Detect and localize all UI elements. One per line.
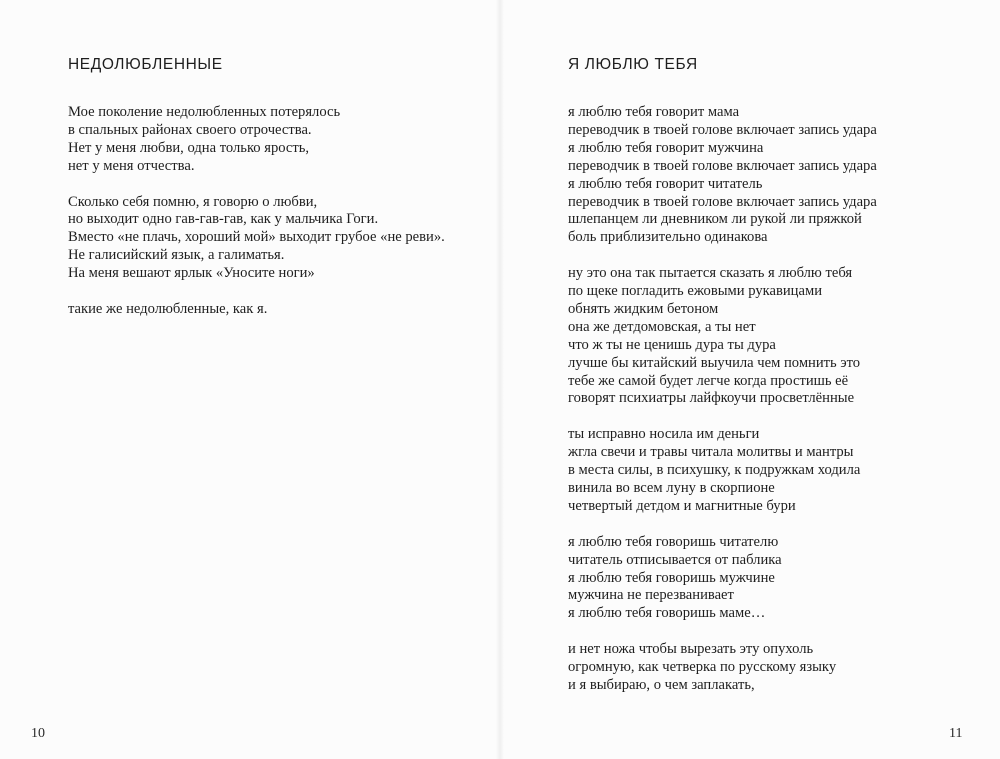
poem-line: На меня вешают ярлык «Уносите ноги» <box>68 265 315 282</box>
poem-line: переводчик в твоей голове включает запись удара <box>568 121 877 138</box>
poem-line: читатель отписывается от паблика <box>568 551 782 568</box>
stanza <box>568 426 988 516</box>
poem-line: но выходит одно гав-гав-гав, как у мальчика Гоги. <box>68 211 379 228</box>
poem-line: боль приблизительно одинакова <box>568 229 768 246</box>
poem-line: в спальных районах своего отрочества. <box>68 121 312 138</box>
poem-line: и я выбираю, о чем заплакать, <box>568 676 755 693</box>
right-page <box>500 0 1000 759</box>
stanza <box>68 194 488 284</box>
poem-line: тебе же самой будет легче когда простишь её <box>568 372 849 389</box>
poem-line: Не галисийский язык, а галиматья. <box>68 247 285 264</box>
poem-line: что ж ты не ценишь дура ты дура <box>568 336 776 353</box>
poem-line: Вместо «не плачь, хороший мой» выходит грубое «не реви». <box>68 229 445 246</box>
page-number: 11 <box>949 726 963 741</box>
poem-line: такие же недолюбленные, как я. <box>68 300 268 317</box>
poem-line: я люблю тебя говорит мужчина <box>568 139 764 156</box>
poem-line: я люблю тебя говоришь маме… <box>568 605 766 622</box>
poem-line: переводчик в твоей голове включает запись удара <box>568 193 877 210</box>
stanza <box>568 104 988 247</box>
stanza <box>568 534 988 624</box>
poem-line: и нет ножа чтобы вырезать эту опухоль <box>568 641 814 658</box>
stanza <box>68 301 488 319</box>
poem-line: в места силы, в психушку, к подружкам ходила <box>568 462 861 479</box>
poem-line: я люблю тебя говоришь читателю <box>568 533 779 550</box>
poem-title: НЕДОЛЮБЛЕННЫЕ <box>68 56 223 73</box>
poem-line: лучше бы китайский выучила чем помнить это <box>568 354 861 371</box>
poem-line: шлепанцем ли дневником ли рукой ли пряжкой <box>568 211 862 228</box>
poem-body <box>568 104 988 713</box>
poem-line: огромную, как четверка по русскому языку <box>568 659 837 676</box>
poem-line: четвертый детдом и магнитные бури <box>568 497 796 514</box>
poem-line: обнять жидким бетоном <box>568 300 719 317</box>
poem-title: Я ЛЮБЛЮ ТЕБЯ <box>568 56 698 73</box>
poem-line: по щеке погладить ежовыми рукавицами <box>568 283 823 300</box>
stanza <box>68 104 488 176</box>
stanza <box>568 265 988 408</box>
poem-line: ты исправно носила им деньги <box>568 426 760 443</box>
poem-line: ну это она так пытается сказать я люблю тебя <box>568 265 853 282</box>
stanza <box>568 641 988 695</box>
page-number: 10 <box>31 726 45 741</box>
poem-line: я люблю тебя говоришь мужчине <box>568 569 775 586</box>
poem-line: она же детдомовская, а ты нет <box>568 318 756 335</box>
poem-line: Мое поколение недолюбленных потерялось <box>68 104 341 120</box>
poem-body <box>68 104 488 337</box>
poem-line: жгла свечи и травы читала молитвы и мантры <box>568 444 854 461</box>
poem-line: нет у меня отчества. <box>68 157 195 174</box>
poem-line: я люблю тебя говорит читатель <box>568 175 763 192</box>
poem-line: переводчик в твоей голове включает запись удара <box>568 157 877 174</box>
poem-line: я люблю тебя говорит мама <box>568 104 740 120</box>
poem-line: винила во всем луну в скорпионе <box>568 480 775 496</box>
poem-line: Сколько себя помню, я говорю о любви, <box>68 193 318 210</box>
poem-line: говорят психиатры лайфкоучи просветлённые <box>568 390 855 407</box>
poem-line: Нет у меня любви, одна только ярость, <box>68 139 310 156</box>
poem-line: мужчина не перезванивает <box>568 587 734 604</box>
